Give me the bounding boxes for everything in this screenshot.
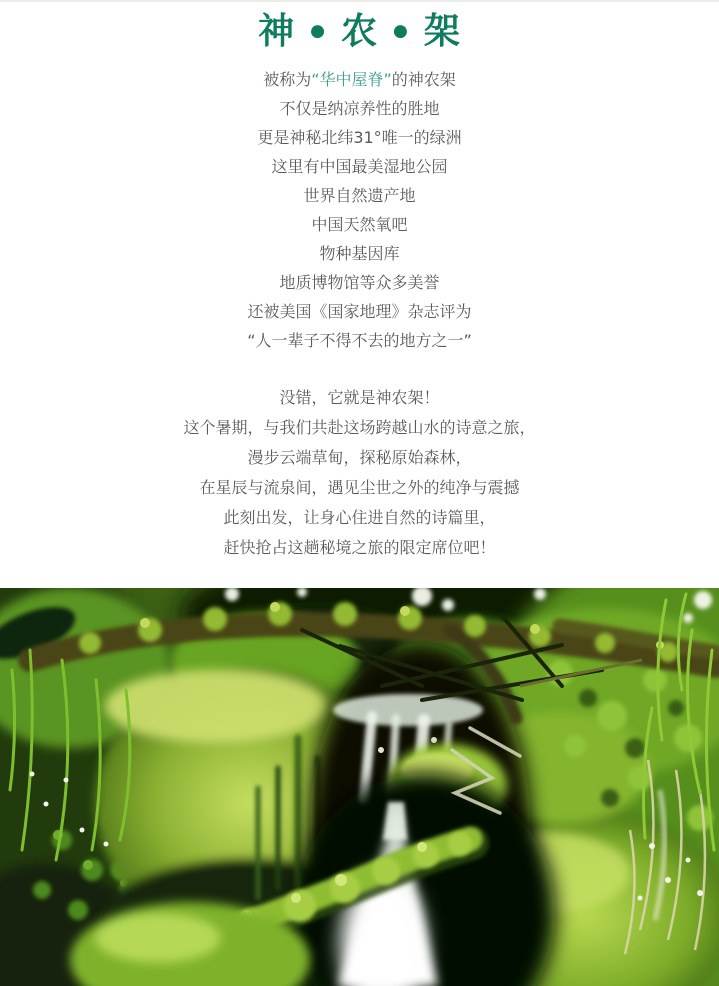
forest-stream-photo [0, 588, 719, 986]
title-char-2: 农 [340, 11, 378, 52]
intro-line-2: 不仅是纳凉养性的胜地 [279, 99, 440, 118]
page-title [0, 8, 719, 55]
accolade-line-2: 中国天然氧吧 [311, 215, 408, 234]
dot-separator-icon: ● [393, 21, 409, 41]
invitation-line-2: 这个暑期，与我们共赴这场跨越山水的诗意之旅， [183, 418, 536, 437]
intro-section [0, 65, 719, 355]
forest-stream-photo-art [0, 588, 719, 986]
title-char-1: 神 [258, 11, 296, 52]
title-char-3: 架 [423, 11, 461, 52]
accolade-line-1: 世界自然遗产地 [303, 186, 416, 205]
invitation-line-4: 在星辰与流泉间，遇见尘世之外的纯净与震撼 [199, 478, 520, 497]
accolade-line-4: 地质博物馆等众多美誉 [279, 273, 440, 292]
invitation-line-6: 赶快抢占这趟秘境之旅的限定席位吧！ [223, 538, 496, 557]
invitation-line-1: 没错，它就是神农架！ [279, 388, 440, 407]
invitation-line-3: 漫步云端草甸，探秘原始森林， [247, 448, 472, 467]
invitation-line-5: 此刻出发，让身心住进自然的诗篇里， [223, 508, 496, 527]
dot-separator-icon: ● [310, 21, 326, 41]
intro-line-1-suffix: 的神农架 [391, 70, 456, 89]
intro-line-1-highlight: “华中屋脊” [311, 70, 392, 89]
quote-line: “人一辈子不得不去的地方之一” [247, 331, 472, 350]
intro-line-4: 这里有中国最美湿地公园 [271, 157, 448, 176]
invitation-section [0, 383, 719, 563]
intro-line-9: 还被美国《国家地理》杂志评为 [247, 302, 472, 321]
accolade-line-3: 物种基因库 [319, 244, 400, 263]
intro-line-1-prefix: 被称为 [263, 70, 312, 89]
intro-line-3: 更是神秘北纬31°唯一的绿洲 [257, 128, 462, 147]
intro-line-1 [0, 65, 719, 94]
